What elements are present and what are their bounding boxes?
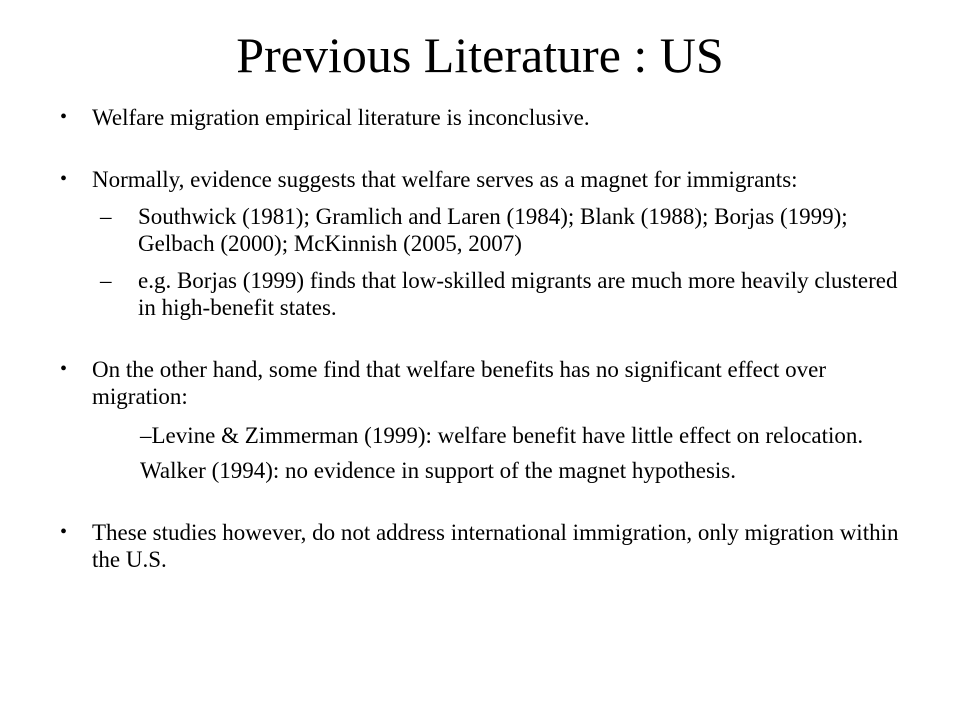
indented-line: –Levine & Zimmerman (1999): welfare benefit have little effect on relocation. [140, 423, 864, 448]
dash-icon: – [100, 204, 112, 229]
bullet-text: Normally, evidence suggests that welfare serves as a magnet for immigrants: [92, 167, 798, 192]
slide-body [58, 104, 918, 573]
bullet-item [58, 356, 918, 410]
bullet-text: Welfare migration empirical literature is inconclusive. [92, 105, 590, 130]
dash-icon: – [100, 268, 112, 293]
bullet-icon: • [60, 106, 68, 128]
sub-bullet-item [58, 267, 918, 321]
bullet-icon: • [60, 521, 68, 543]
bullet-item [58, 519, 918, 573]
sub-bullet-text: e.g. Borjas (1999) finds that low-skilled migrants are much more heavily clustered in high-benefit states. [138, 268, 898, 320]
sub-bullet-item [58, 203, 918, 257]
indented-line: Walker (1994): no evidence in support of the magnet hypothesis. [140, 458, 737, 483]
bullet-item [58, 104, 918, 131]
bullet-text: On the other hand, some find that welfare benefits has no significant effect over migration: [92, 357, 827, 409]
bullet-icon: • [60, 358, 68, 380]
bullet-icon: • [60, 168, 68, 190]
sub-bullet-text: Southwick (1981); Gramlich and Laren (1984); Blank (1988); Borjas (1999); Gelbach (2000); McKinnish (2005, 2007) [138, 204, 848, 256]
slide-title: Previous Literature : US [236, 27, 724, 83]
bullet-item [58, 166, 918, 193]
bullet-text: These studies however, do not address international immigration, only migration within the U.S. [92, 520, 899, 572]
